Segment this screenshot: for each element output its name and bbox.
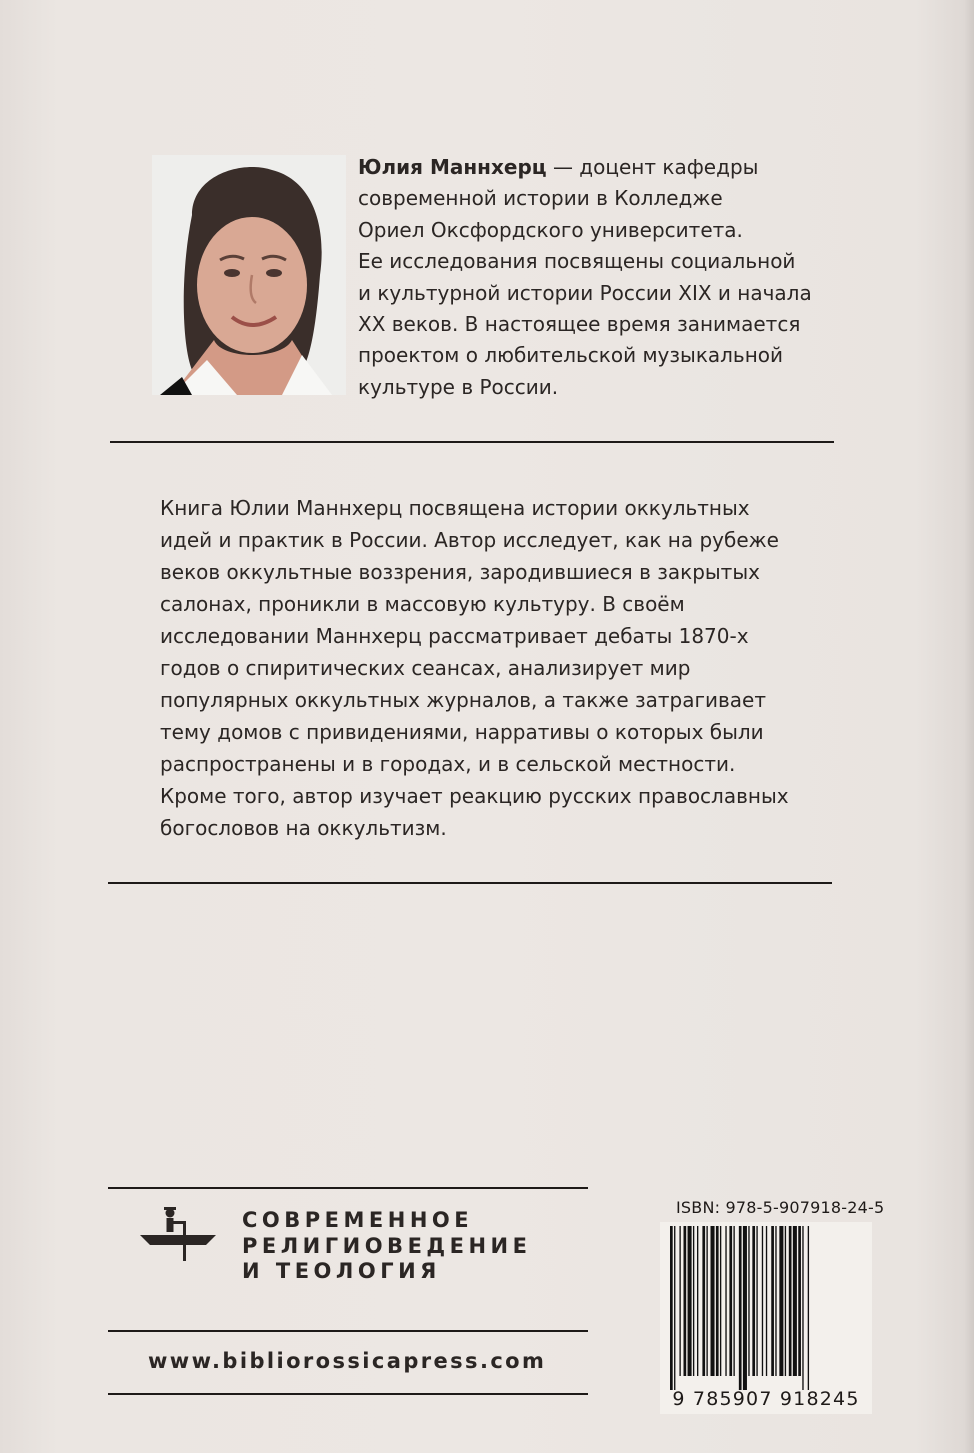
barcode-bar [756,1226,757,1376]
description-line: исследовании Маннхерц рассматривает дебаты 1870-х [160,624,749,648]
cover-edge-shadow [964,0,974,1453]
description-line: годов о спиритических сеансах, анализирует мир [160,656,691,680]
description-line: салонах, проникли в массовую культуру. В своём [160,592,685,616]
barcode-bar [743,1226,747,1390]
book-description [160,492,820,844]
barcode-bar [779,1226,783,1376]
barcode-bar [766,1226,767,1376]
barcode-bar [670,1226,673,1390]
series-line: И ТЕОЛОГИЯ [242,1259,441,1283]
barcode-bar [771,1226,774,1376]
description-line: идей и практик в России. Автор исследует, как на рубеже [160,528,779,552]
boat-figure-icon [140,1205,216,1263]
bio-line: культуре в России. [358,374,559,399]
barcode-bar [674,1226,675,1390]
barcode-bar [733,1226,734,1376]
divider-middle [108,882,832,884]
barcode-bar [697,1226,698,1376]
barcode-bar [775,1226,776,1376]
author-name: Юлия Маннхерц [358,155,547,179]
description-line: веков оккультные воззрения, зародившиеся в закрытых [160,560,760,584]
description-line: распространены и в городах, и в сельской местности. [160,752,736,776]
series-line: РЕЛИГИОВЕДЕНИЕ [242,1233,532,1258]
bio-line: современной истории в Колледже [358,186,723,211]
description-line: популярных оккультных журналов, а также затрагивает [160,688,766,712]
barcode-bar [798,1226,801,1376]
barcode-bar [679,1226,680,1376]
barcode-bar [789,1226,792,1376]
series-title [242,1208,531,1285]
author-bio [358,152,828,403]
bio-line: Ее исследования посвящены социальной [358,249,796,274]
barcode-bar [808,1226,809,1390]
bio-line: и культурной истории России XIX и начала [358,280,812,305]
series-rule-middle [108,1330,588,1332]
barcode-bar [802,1226,803,1390]
barcode-bar [716,1226,719,1376]
barcode-bar [785,1226,786,1376]
barcode-bar [729,1226,732,1376]
bio-line: проектом о любительской музыкальной [358,343,784,368]
barcode-bar [702,1226,705,1376]
barcode-bar [762,1226,763,1376]
barcode-bar [752,1226,755,1376]
barcode-bar [793,1226,797,1376]
barcode-bar [748,1226,749,1376]
isbn-label: ISBN: 978-5-907918-24-5 [676,1198,885,1217]
bio-line: — доцент кафедры [546,155,759,179]
barcode-bar [684,1226,687,1376]
description-line: Книга Юлии Маннхерц посвящена истории оккультных [160,496,750,520]
barcode [660,1222,872,1414]
barcode-digits: 9 785907 918245 [672,1388,860,1410]
barcode-bar [720,1226,721,1376]
barcode-bar [739,1226,742,1390]
author-photo [152,155,346,395]
series-rule-bottom [108,1393,588,1395]
barcode-bar [725,1226,726,1376]
barcode-bar [688,1226,692,1376]
series-rule-top [108,1187,588,1189]
barcode-bar [693,1226,694,1376]
barcode-bar [711,1226,715,1376]
description-line: богословов на оккультизм. [160,816,447,840]
barcode-bar [706,1226,707,1376]
bio-line: Ориел Оксфордского университета. [358,217,743,242]
divider-top [110,441,834,443]
bio-line: XX веков. В настоящее время занимается [358,312,801,337]
series-line: СОВРЕМЕННОЕ [242,1208,474,1232]
description-line: тему домов с привидениями, нарративы о которых были [160,720,764,744]
description-line: Кроме того, автор изучает реакцию русских православных [160,784,789,808]
publisher-url[interactable]: www.bibliorossicapress.com [148,1349,547,1373]
